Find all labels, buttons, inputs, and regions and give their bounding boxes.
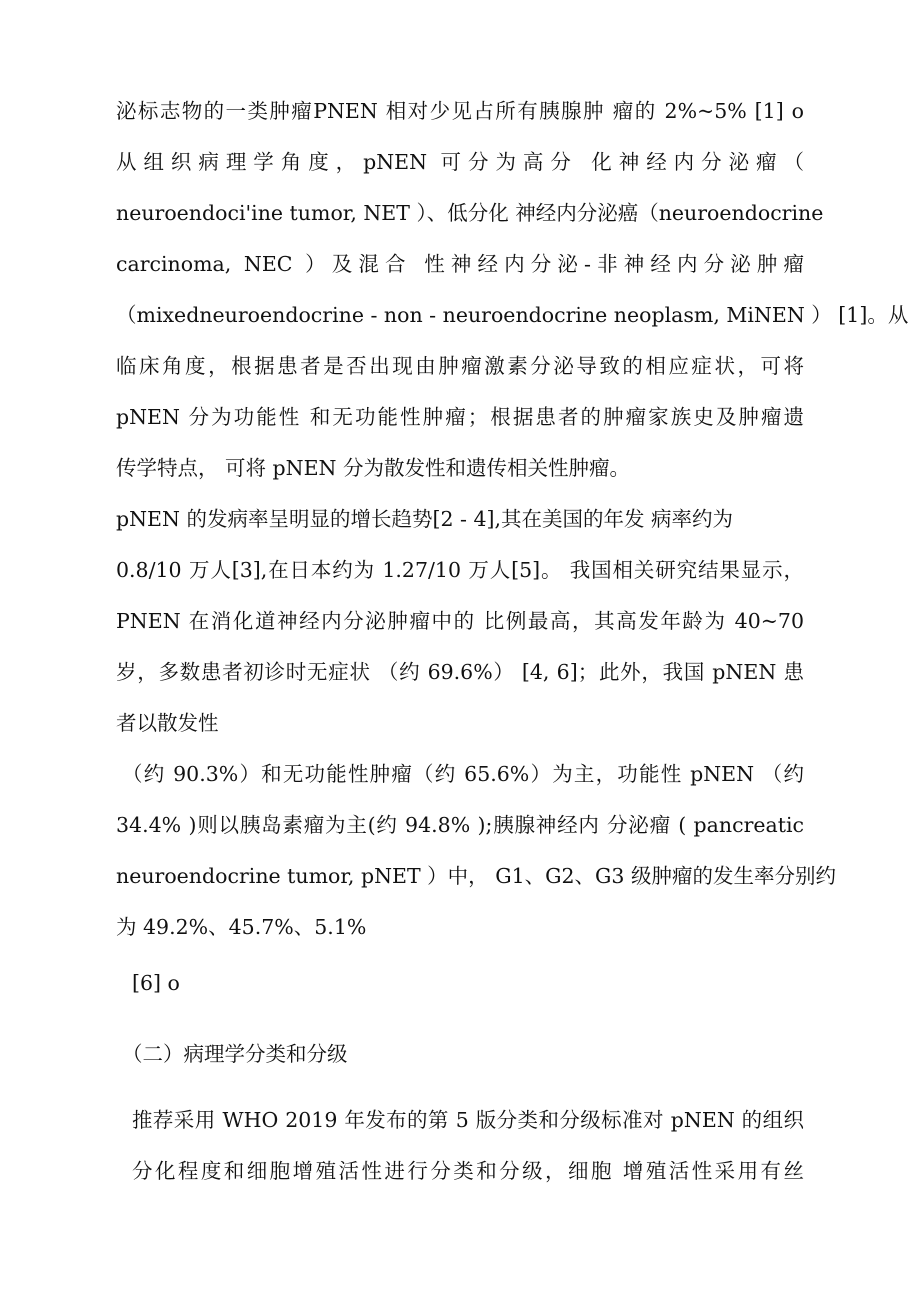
text-line-16: neuroendocrine tumor, pNET ）中， G1、G2、G3 级肿瘤的发生率分别约 <box>116 864 836 888</box>
text-line-17: 为 49.2%、45.7%、5.1% <box>116 915 367 939</box>
text-line-15: 34.4% )则以胰岛素瘤为主(约 94.8% );胰腺神经内 分泌瘤 ( pancreatic <box>116 813 804 837</box>
section-heading: （二）病理学分类和分级 <box>122 1042 348 1066</box>
text-line-21: 分化程度和细胞增殖活性进行分类和分级，细胞 增殖活性采用有丝 <box>132 1159 804 1183</box>
text-line-9: pNEN 的发病率呈明显的增长趋势[2 - 4],其在美国的年发 病率约为 <box>116 507 734 531</box>
text-line-20: 推荐采用 WHO 2019 年发布的第 5 版分类和分级标准对 pNEN 的组织 <box>132 1108 804 1132</box>
text-line-11: PNEN 在消化道神经内分泌肿瘤中的 比例最高，其高发年龄为 40~70 <box>116 609 804 633</box>
text-line-10: 0.8/10 万人[3],在日本约为 1.27/10 万人[5]。 我国相关研究结果显示， <box>116 558 804 582</box>
text-line-6: 临床角度，根据患者是否出现由肿瘤激素分泌导致的相应症状，可将 <box>116 354 804 378</box>
text-line-7: pNEN 分为功能性 和无功能性肿瘤；根据患者的肿瘤家族史及肿瘤遗 <box>116 405 804 429</box>
text-line-2: 从组织病理学角度，pNEN 可分为高分 化神经内分泌瘤（ <box>116 150 804 174</box>
text-line-3: neuroendoci'ine tumor, NET ）、低分化 神经内分泌癌（neuroendocrine <box>116 201 824 225</box>
text-line-8: 传学特点， 可将 pNEN 分为散发性和遗传相关性肿瘤。 <box>116 456 631 480</box>
text-line-13: 者以散发性 <box>116 711 219 735</box>
text-line-4: carcinoma, NEC ）及混合 性神经内分泌-非神经内分泌肿瘤 <box>116 252 804 276</box>
text-line-14: （约 90.3%）和无功能性肿瘤（约 65.6%）为主，功能性 pNEN （约 <box>122 762 804 786</box>
text-line-5: （mixedneuroendocrine - non - neuroendocrine neoplasm, MiNEN ） [1]。从 <box>116 303 909 327</box>
text-line-1: 泌标志物的一类肿瘤PNEN 相对少见占所有胰腺肿 瘤的 2%~5% [1] o <box>116 99 804 123</box>
text-line-12: 岁，多数患者初诊时无症状 （约 69.6%） [4, 6]；此外，我国 pNEN 患 <box>116 660 804 684</box>
text-line-18: [6] o <box>132 971 180 995</box>
